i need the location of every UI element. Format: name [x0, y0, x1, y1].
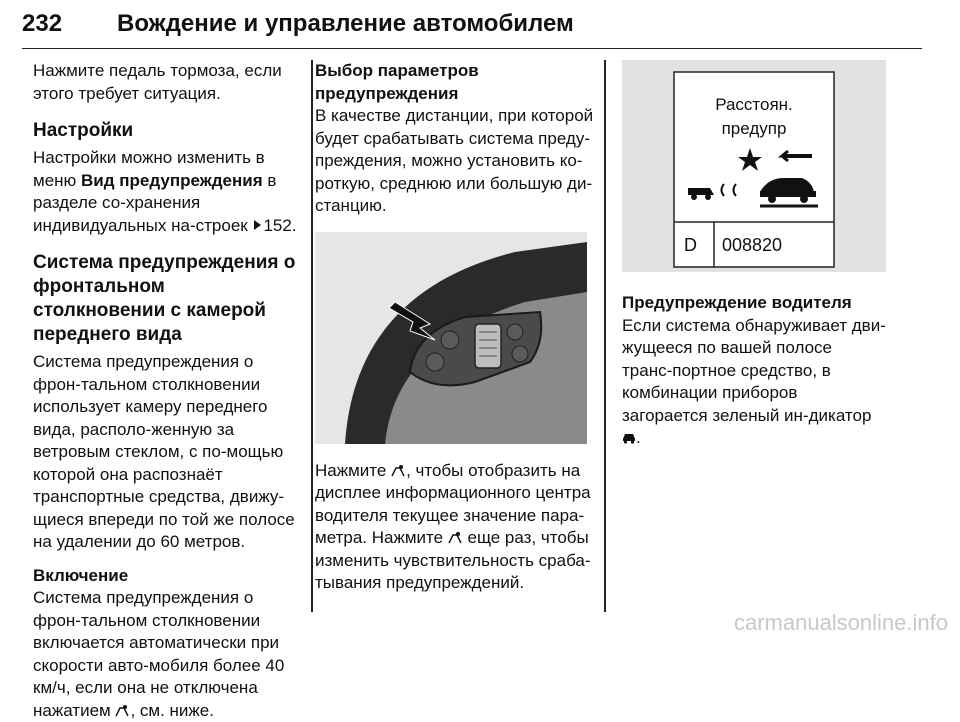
own-vehicle-icon [688, 188, 714, 195]
settings-page-ref[interactable]: 152. [263, 215, 297, 235]
enable-heading: Включение [33, 565, 129, 585]
collision-warning-icon [115, 704, 130, 718]
steering-wheel-illustration [315, 232, 587, 444]
enable-text-end: , см. ниже. [130, 700, 214, 720]
press-text-end: еще раз, чтобы изменить чувствительность сраба-тывания предупреждений. [315, 528, 591, 592]
collision-warning-icon [448, 531, 463, 545]
enable-text: Система предупреждения о фрон-тальном столкновении включается автоматически при скорости авто-мобиля более 40 км/ч, если она не отключена нажатием [33, 588, 285, 720]
driver-info-display-illustration [622, 60, 886, 272]
column-middle [315, 60, 595, 595]
driver-warning-paragraph [622, 315, 886, 450]
collision-warning-icon [391, 464, 406, 478]
gear-indicator: D [684, 235, 697, 255]
intro-text: Нажмите педаль тормоза, если этого требует ситуация. [33, 61, 282, 103]
page-number: 232 [22, 10, 63, 37]
select-text: В качестве дистанции, при которой будет срабатывать система преду-преждения, можно установить ко-роткую, среднюю или большую ди-станцию. [315, 106, 594, 215]
display-line2: предупр [721, 119, 787, 138]
press-text: Нажмите [315, 460, 392, 480]
steering-wheel-image [315, 232, 587, 444]
column-left [33, 60, 301, 722]
column-divider [311, 60, 313, 612]
display-line1: Расстоян. [715, 95, 793, 114]
settings-paragraph [33, 147, 301, 237]
page-ref-arrow-icon [254, 220, 261, 230]
settings-menu-name: Вид предупреждения [81, 170, 263, 190]
column-right [622, 60, 886, 450]
driver-warning-text-end: . [636, 428, 641, 447]
press-text-cont: , чтобы отобразить на дисплее информационного центра водителя текущее значение пара-метра. Нажмите [315, 460, 591, 547]
column-divider [604, 60, 606, 612]
driver-warning-text: Если система обнаруживает дви-жущееся по вашей полосе транс-портное средство, в комбинации приборов загорается зеленый ин-дикатор [622, 315, 886, 425]
system-text: Система предупреждения о фрон-тальном столкновении использует камеру переднего вида, располо-женную за ветровым стеклом, с по-мощью которой она распознаёт транспортные средства, движу-щиеся впереди по той же полосе на удалении до 60 метров. [33, 352, 295, 551]
driver-warning-heading: Предупреждение водителя [622, 293, 852, 312]
settings-text: Настройки можно изменить в меню [33, 148, 265, 190]
press-paragraph [315, 460, 595, 595]
enable-paragraph [33, 587, 301, 722]
vehicle-ahead-icon [622, 431, 636, 444]
odometer-value: 008820 [722, 235, 783, 255]
page-title: Вождение и управление автомобилем [117, 10, 574, 37]
settings-heading: Настройки [33, 120, 134, 141]
page-header [22, 8, 922, 49]
settings-text-cont: в разделе со-хранения индивидуальных на-строек [33, 170, 277, 235]
select-heading: Выбор параметров предупреждения [315, 61, 479, 103]
driver-info-display [622, 60, 886, 272]
system-heading: Система предупреждения о фронтальном столкновении с камерой переднего вида [33, 252, 296, 345]
watermark: carmanualsonline.info [733, 610, 948, 635]
